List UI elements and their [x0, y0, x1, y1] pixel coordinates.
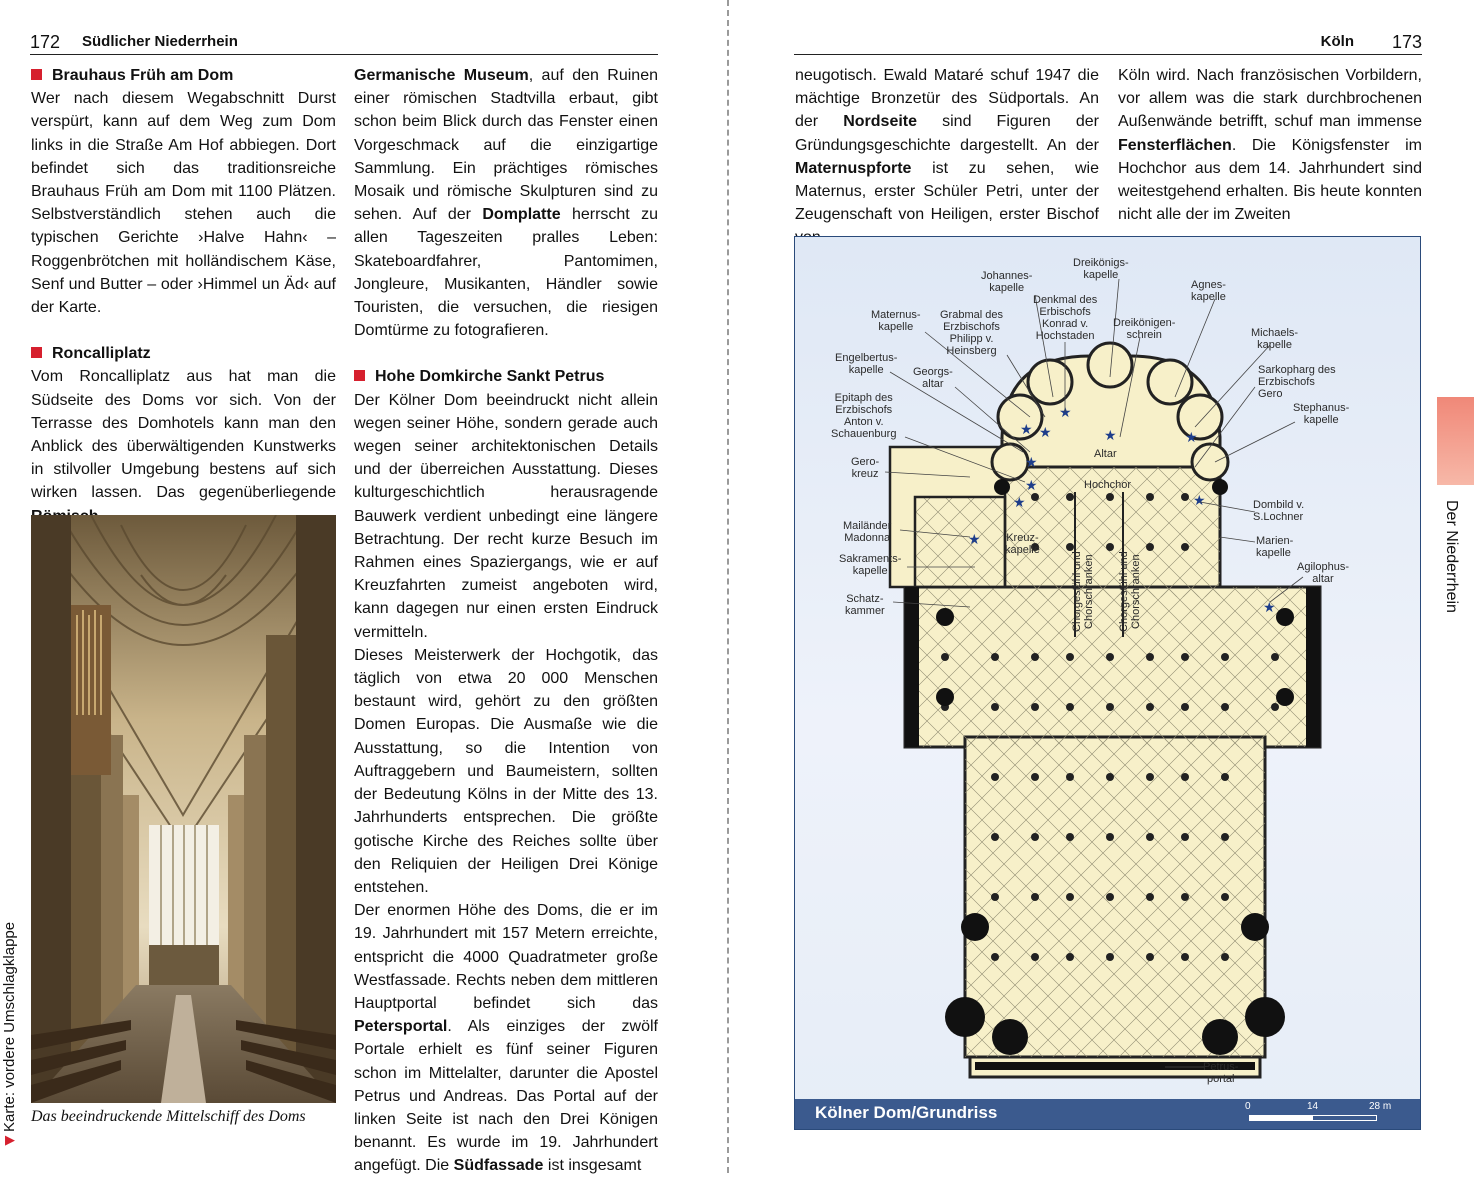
label-georgsaltar: Georgs- altar — [913, 366, 953, 390]
label-engelbertuskapelle: Engelbertus- kapelle — [835, 352, 898, 376]
label-mailaender: Mailänder Madonna — [843, 520, 892, 544]
svg-text:★: ★ — [1193, 493, 1206, 509]
right-column-2 — [1118, 64, 1422, 226]
label-altar: Altar — [1094, 448, 1117, 460]
svg-text:★: ★ — [1104, 428, 1117, 444]
label-dreikoenigenschrein: Dreikönigen- schrein — [1113, 317, 1176, 341]
chapter-tab-label: Der Niederrhein — [1443, 500, 1460, 613]
para-dom-1: Der Kölner Dom beeindruckt nicht allein wegen seiner Höhe, sondern gerade auch wegen seiner architektonischen Details und der überreichen Ausstattung. Dieses kulturgeschichtlich herausragende Bauwerk verdient unbedingt eine längere Betrachtung. Der recht kurze Besuch im Rahmen eines Spaziergangs, wie er auf Kreuzfahrten zumeist angeboten wird, kann dagegen nur einen ersten Eindruck vermitteln. — [354, 391, 658, 641]
label-michaelskapelle: Michaels- kapelle — [1251, 327, 1299, 351]
label-dombild: Dombild v. S.Lochner — [1253, 499, 1305, 523]
left-column-2 — [354, 64, 658, 1178]
label-stephanuskapelle: Stephanus- kapelle — [1293, 402, 1350, 426]
svg-text:★: ★ — [1039, 425, 1052, 441]
map-footer — [795, 1099, 1420, 1129]
svg-text:★: ★ — [1185, 430, 1198, 446]
label-kreuzkapelle: Kreuz- kapelle — [1005, 532, 1040, 556]
svg-text:★: ★ — [1059, 405, 1072, 421]
label-petrusportal: Petrus- portal — [1203, 1061, 1239, 1085]
bullet-square-icon — [31, 69, 42, 80]
label-marienkapelle: Marien- kapelle — [1256, 535, 1294, 559]
left-column-1 — [31, 64, 336, 528]
label-dreikoenigskapelle: Dreikönigs- kapelle — [1073, 257, 1129, 281]
label-hochchor: Hochchor — [1084, 479, 1132, 491]
label-denkmal: Denkmal des Erbischofs Konrad v. Hochstaden — [1033, 294, 1098, 342]
svg-text:★: ★ — [968, 532, 981, 548]
scale-label-28: 28 m — [1369, 1101, 1392, 1112]
map-reference-label: ▶Karte: vordere Umschlagklappe — [1, 921, 18, 1147]
label-gerokreuz: Gero- kreuz — [851, 456, 880, 480]
label-epitaph: Epitaph des Erzbischofs Anton v. Schauenburg — [831, 392, 897, 440]
scale-label-0: 0 — [1245, 1101, 1251, 1112]
right-page-number: 173 — [1391, 32, 1422, 52]
chapter-thumb-tab — [1437, 397, 1474, 485]
page-gutter — [727, 0, 729, 1173]
svg-text:★: ★ — [1025, 455, 1038, 471]
heading-domkirche: Hohe Domkirche Sankt Petrus — [354, 365, 658, 388]
map-title: Kölner Dom/Grundriss — [815, 1103, 998, 1122]
para-fenster: Köln wird. Nach französischen Vorbildern, vor allem was die stark durchbrochenen Außenwände betrifft, schuf man immense Fensterflächen. Die Königsfenster im Hochchor aus dem 14. Jahrhundert sind weitestgehend erhalten. Bis heute konnten nicht alle der im Zweiten — [1118, 67, 1422, 224]
label-johanneskapelle: Johannes- kapelle — [981, 270, 1033, 294]
label-agilolphusaltar: Agilophus- altar — [1297, 561, 1349, 585]
para-dom-3: Der enormen Höhe des Doms, die er im 19. Jahrhundert mit 157 Metern erreichte, entspricht die 4000 Quadratmeter große Westfassade. Rechts neben dem mittleren Hauptportal befindet sich das Petersportal. Als einziges der zwölf Portale erhielt es fünf seiner Figuren schon im Mittelalter, darunter die Apostel Petrus und Andreas. Das Portal auf der linken Seite ist nach den Drei Königen benannt. Es wurde im 19. Jahrhundert angefügt. Die Südfassade ist insgesamt — [354, 902, 658, 1175]
label-sakramentskapelle: Sakraments- kapelle — [839, 553, 902, 577]
triangle-pointer-icon: ▶ — [5, 1132, 15, 1147]
para-brauhaus: Wer nach diesem Wegabschnitt Durst verspürt, kann auf dem Weg zum Dom links in die Straße Am Hof abbiegen. Dort befindet sich das traditionsreiche Brauhaus Früh am Dom mit 1100 Plätzen. Selbstverständlich stehen auch die typischen Gerichte ›Halve Hahn‹ –Roggenbrötchen mit holländischem Käse, Senf und Butter – oder ›Himmel un Äd‹ auf der Karte. — [31, 90, 336, 317]
para-museum: Germanische Museum, auf den Ruinen einer römischen Stadtvilla erbaut, gibt schon beim Blick durch das Fenster einen Vorgeschmack auf die einzigartige Sammlung. Ein prächtiges römisches Mosaik und römische Skulpturen sind zu sehen. Auf der Domplatte herrscht zu allen Tageszeiten pralles Leben: Skateboardfahrer, Pantomimen, Jongleure, Musikanten, Händler sowie Touristen, die versuchen, die riesigen Domtürme zu fotografieren. — [354, 67, 658, 340]
label-chorgestuehl-left: Chorgestühl und Chorschranken — [1071, 551, 1095, 632]
para-dom-2: Dieses Meisterwerk der Hochgotik, das täglich von etwa 20 000 Menschen bestaunt wird, gehört zu den größten Domen Europas. Die Ausmaße wie die Ausstattung, so die Intention von Auftraggebern und Baumeistern, sollten der Bedeutung Kölns in der Mitte des 13. Jahrhunderts entsprechen. Die größte gotische Kirche des Reiches sollte über den Reliquien der Heiligen Drei Könige entstehen. — [354, 646, 658, 896]
heading-roncalliplatz: Roncalliplatz — [31, 342, 336, 365]
photo-caption: Das beeindruckende Mittelschiff des Doms — [31, 1108, 306, 1125]
svg-text:★: ★ — [1020, 422, 1033, 438]
left-page-number: 172 — [30, 32, 61, 52]
label-maternuskapelle: Maternus- kapelle — [871, 309, 921, 333]
svg-text:★: ★ — [1013, 495, 1026, 511]
right-column-1 — [795, 64, 1099, 250]
svg-text:★: ★ — [1025, 478, 1038, 494]
scale-bar — [1249, 1115, 1377, 1121]
cathedral-nave-photo — [31, 515, 336, 1103]
cathedral-floor-plan — [794, 236, 1421, 1130]
svg-text:★: ★ — [1263, 600, 1276, 616]
bullet-square-icon — [31, 347, 42, 358]
right-running-head: Köln — [1320, 33, 1354, 50]
label-chorgestuehl-right: Chorgestühl und Chorschranken — [1118, 551, 1142, 632]
para-maternus: neugotisch. Ewald Mataré schuf 1947 die mächtige Bronzetür des Südportals. An der Nordseite sind Figuren der Gründungsgeschichte dargestellt. An der Maternuspforte ist zu sehen, wie Maternus, erster Schüler Petri, unter der Zeugenschaft von Heiligen, erster Bischof — [795, 67, 1099, 224]
right-page-header — [794, 32, 1422, 55]
label-agneskapelle: Agnes- kapelle — [1191, 279, 1226, 303]
para-roncalliplatz: Vom Roncalliplatz aus hat man die Südseite des Doms vor sich. Von der Terrasse des Domhotels kann man den Anblick des überwältigenden Kunstwerks in stilvoller Umgebung bestens auf sich wirken lassen. Das gegenüberliegende — [31, 368, 336, 502]
left-page-header — [30, 32, 658, 55]
heading-brauhaus: Brauhaus Früh am Dom — [31, 64, 336, 87]
scale-label-14: 14 — [1307, 1101, 1319, 1112]
label-grabmal: Grabmal des Erzbischofs Philipp v. Heinsberg — [940, 309, 1003, 357]
left-running-head: Südlicher Niederrhein — [82, 33, 238, 50]
label-sarkophag: Sarkopharg des Erzbischofs Gero — [1258, 364, 1336, 400]
label-schatzkammer: Schatz- kammer — [845, 593, 885, 617]
bullet-square-icon — [354, 370, 365, 381]
